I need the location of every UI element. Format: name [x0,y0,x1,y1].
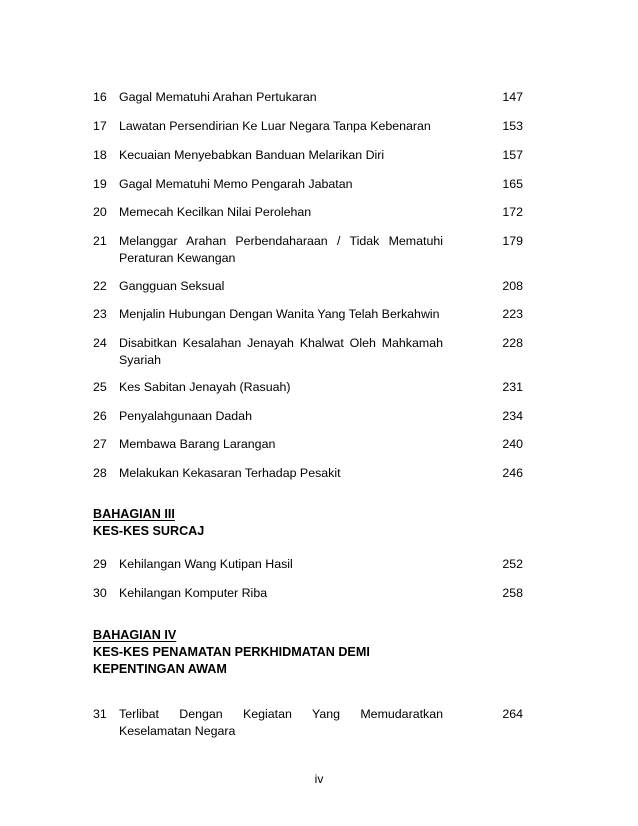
entry-number: 24 [93,336,107,350]
entry-number: 30 [93,586,107,600]
section-title: BAHAGIAN III [93,507,175,521]
entry-number: 19 [93,177,107,191]
entry-title: Penyalahgunaan Dadah [119,409,252,423]
entry-number: 28 [93,466,107,480]
entry-title: Menjalin Hubungan Dengan Wanita Yang Telah Berkahwin [119,307,440,321]
entry-title: Lawatan Persendirian Ke Luar Negara Tanpa Kebenaran [119,119,431,133]
entry-page: 223 [502,307,523,321]
section-subtitle: KEPENTINGAN AWAM [93,662,227,676]
entry-page: 258 [502,586,523,600]
entry-title: Kehilangan Komputer Riba [119,586,268,600]
entry-title: Kehilangan Wang Kutipan Hasil [119,557,293,571]
entry-page: 165 [502,177,523,191]
entry-page: 240 [502,437,523,451]
entry-number: 25 [93,380,107,394]
entry-page: 147 [502,90,523,104]
entry-title-line: Syariah [119,353,162,367]
entry-number: 22 [93,279,107,293]
entry-title [119,706,443,740]
section-subtitle: KES-KES PENAMATAN PERKHIDMATAN DEMI [93,645,370,659]
entry-page: 157 [502,148,523,162]
entry-title: Gagal Mematuhi Memo Pengarah Jabatan [119,177,353,191]
entry-title-line: Keselamatan Negara [119,724,236,738]
entry-number: 23 [93,307,107,321]
entry-title-line: Peraturan Kewangan [119,251,236,265]
entry-title: Gangguan Seksual [119,279,225,293]
entry-page: 153 [502,119,523,133]
page-number: iv [314,772,324,786]
entry-title [119,233,443,267]
entry-number: 29 [93,557,107,571]
entry-page: 208 [502,279,523,293]
entry-title: Kecuaian Menyebabkan Banduan Melarikan Diri [119,148,385,162]
entry-number: 20 [93,205,107,219]
entry-title: Melakukan Kekasaran Terhadap Pesakit [119,466,341,480]
entry-page: 246 [502,466,523,480]
entry-page: 231 [502,380,523,394]
entry-page: 252 [502,557,523,571]
entry-title: Gagal Mematuhi Arahan Pertukaran [119,90,317,104]
section-heading [93,627,370,678]
section-title: BAHAGIAN IV [93,628,177,642]
entry-number: 31 [93,707,107,721]
entry-title-line: Disabitkan Kesalahan Jenayah Khalwat Oleh Mahkamah [119,336,443,350]
entry-title-line: Melanggar Arahan Perbendaharaan / Tidak Mematuhi [119,234,443,248]
section-subtitle: KES-KES SURCAJ [93,524,205,538]
entry-number: 16 [93,90,107,104]
entry-title: Memecah Kecilkan Nilai Perolehan [119,205,312,219]
entry-page: 172 [502,205,523,219]
entry-number: 21 [93,234,107,248]
entry-number: 17 [93,119,107,133]
entry-number: 27 [93,437,107,451]
entry-page: 228 [502,336,523,350]
entry-number: 18 [93,148,107,162]
entry-title: Kes Sabitan Jenayah (Rasuah) [119,380,291,394]
entry-title: Membawa Barang Larangan [119,437,276,451]
entry-title-line: Terlibat Dengan Kegiatan Yang Memudaratkan [119,707,443,721]
entry-page: 234 [502,409,523,423]
entry-page: 179 [502,234,523,248]
section-heading [93,506,204,540]
entry-page: 264 [502,707,523,721]
entry-number: 26 [93,409,107,423]
entry-title [119,335,443,369]
